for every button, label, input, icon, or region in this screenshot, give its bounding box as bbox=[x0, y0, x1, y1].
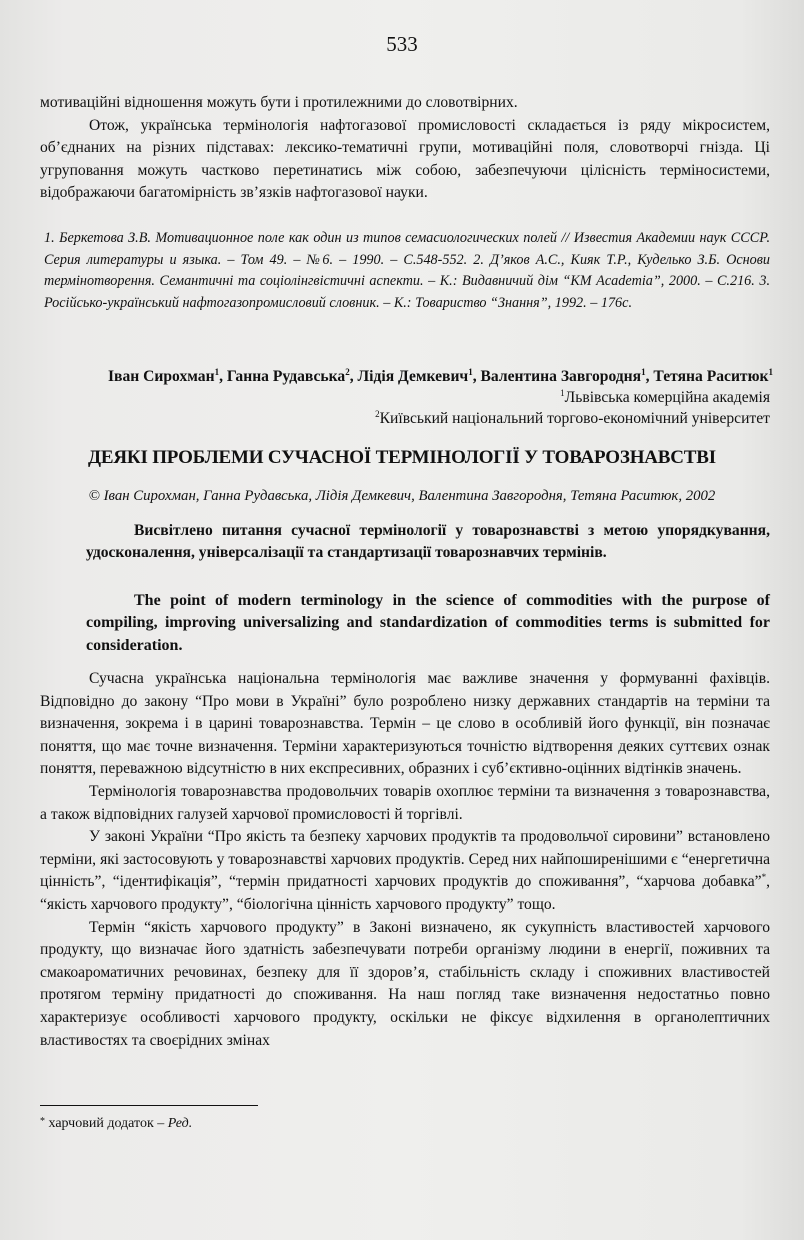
body-paragraph-3 bbox=[40, 826, 770, 916]
footnote-text: харчовий додаток – bbox=[45, 1116, 168, 1131]
affiliation-2-sup: 2 bbox=[375, 408, 380, 419]
body-paragraph-3-part-a: У законі України “Про якість та безпеку харчових продуктів та продовольчої сировини” встановлено терміни, які застосовують у товарознавстві харчових продуктів. Серед них найпоширенішими є “енергетична цінність”, “ідентифікація”, “термін придатності харчових продуктів до споживання”, “харчова добавка” bbox=[40, 828, 770, 891]
footnote-star: * bbox=[40, 1116, 45, 1127]
footnote-editor: Ред. bbox=[167, 1116, 193, 1131]
body-paragraph-3-part-b: , “якість харчового продукту”, “біологічна цінність харчового продукту” тощо. bbox=[40, 873, 770, 913]
article-title: ДЕЯКІ ПРОБЛЕМИ СУЧАСНОЇ ТЕРМІНОЛОГІЇ У ТОВАРОЗНАВСТВІ bbox=[88, 447, 716, 468]
author-affiliation-sup: 1 bbox=[214, 366, 220, 377]
intro-section bbox=[40, 92, 770, 205]
abstract-ukrainian: Висвітлено питання сучасної термінології у товарознавстві з метою упорядкування, удосконалення, універсалізації та стандартизації товарознавчих термінів. bbox=[86, 522, 770, 562]
body-paragraph-2: Термінологія товарознавства продовольчих товарів охоплює терміни та визначення з товарознавства, а також відповідних галузей харчової промисловості й торгівлі. bbox=[40, 782, 770, 823]
author-affiliation-sup: 1 bbox=[768, 366, 773, 377]
affiliation-2 bbox=[375, 408, 770, 430]
abstract-english: The point of modern terminology in the science of commodities with the purpose of compiling, improving universalizing and standardization of commodities terms is submitted for consideration. bbox=[86, 592, 770, 654]
authors-line bbox=[40, 366, 773, 388]
author-affiliation-sup: 1 bbox=[641, 366, 646, 377]
author-name: Ганна Рудавська bbox=[226, 368, 346, 385]
copyright-line: © Іван Сирохман, Ганна Рудавська, Лідія Демкевич, Валентина Завгородня, Тетяна Раситюк, 2002 bbox=[88, 488, 716, 504]
intro-paragraph: Отож, українська термінологія нафтогазової промисловості складається із ряду мікросистем, об’єднаних на різних підставах: лексико-тематичні групи, мотиваційні поля, словотворчі гнізда. Ці угруповання можуть частково перетинатись між собою, забезпечуючи цілісність терміносистеми, відображаючи багатомірність зв’язків нафтогазової науки. bbox=[40, 116, 770, 202]
author-name: Валентина Завгородня bbox=[480, 368, 642, 385]
body-paragraph-4: Термін “якість харчового продукту” в Законі визначено, як сукупність властивостей харчового продукту, що визначає його здатність забезпечувати потреби організму людини в енергії, поживних та смакоароматичних речовинах, безпеку для її здоров’я, стабільність складу і споживних властивостей протягом терміну придатності до споживання. На наш погляд таке визначення недостатньо повно характеризує особливості харчового продукту, оскільки не фіксує відхилення в органолептичних властивостях та своєрідних змінах bbox=[40, 918, 770, 1049]
affiliation-1-sup: 1 bbox=[560, 387, 565, 398]
intro-line: мотиваційні відношення можуть бути і протилежними до словотвірних. bbox=[40, 94, 518, 111]
author-affiliation-sup: 2 bbox=[345, 366, 350, 377]
footnote bbox=[40, 1116, 192, 1132]
page-number: 533 bbox=[386, 32, 418, 56]
body-section bbox=[40, 668, 770, 1052]
author-separator: , bbox=[219, 368, 227, 385]
author-separator: , bbox=[645, 368, 654, 385]
author-separator: , bbox=[472, 368, 481, 385]
body-paragraph-1: Сучасна українська національна термінологія має важливе значення у формуванні фахівців. Відповідно до закону “Про мови в Україні” було розроблено низку державних стандартів на терміни та визначення, зокрема і в царині товарознавства. Термін – це слово в особливій його функції, він позначає поняття, що має точне визначення. Терміни характеризуються точністю відтворення деяких суттєвих ознак поняття, переважною відсутністю в них експресивних, образних і суб’єктивно-оцінних відтінків значень. bbox=[40, 670, 770, 778]
affiliation-2-text: Київський національний торгово-економічний університет bbox=[379, 410, 770, 427]
author-name: Лідія Демкевич bbox=[357, 368, 469, 385]
footnote-marker: * bbox=[761, 872, 767, 883]
references: 1. Беркетова З.В. Мотивационное поле как один из типов семасиологических полей // Известия Академии наук СССР. Серия литературы и языка. – Том 49. – №6. – 1990. – С.548-552. 2. Д’яков А.С., Кияк Т.Р., Куделько З.Б. Основи термінотворення. Семантичні та соціолінгвістичні аспекти. – К.: Видавничий дім “КМ Academia”, 2000. – С.216. 3. Російсько-український нафтогазопромисловий словник. – К.: Товариство “Знання”, 1992. – 176с. bbox=[44, 230, 770, 311]
author-name: Тетяна Раситюк bbox=[653, 368, 769, 385]
footnote-divider bbox=[40, 1105, 258, 1106]
author-affiliation-sup: 1 bbox=[468, 366, 473, 377]
author-name: Іван Сирохман bbox=[107, 368, 215, 385]
affiliation-1-text: Львівська комерційна академія bbox=[564, 389, 770, 406]
author-separator: , bbox=[349, 368, 358, 385]
affiliation-1 bbox=[560, 387, 770, 409]
